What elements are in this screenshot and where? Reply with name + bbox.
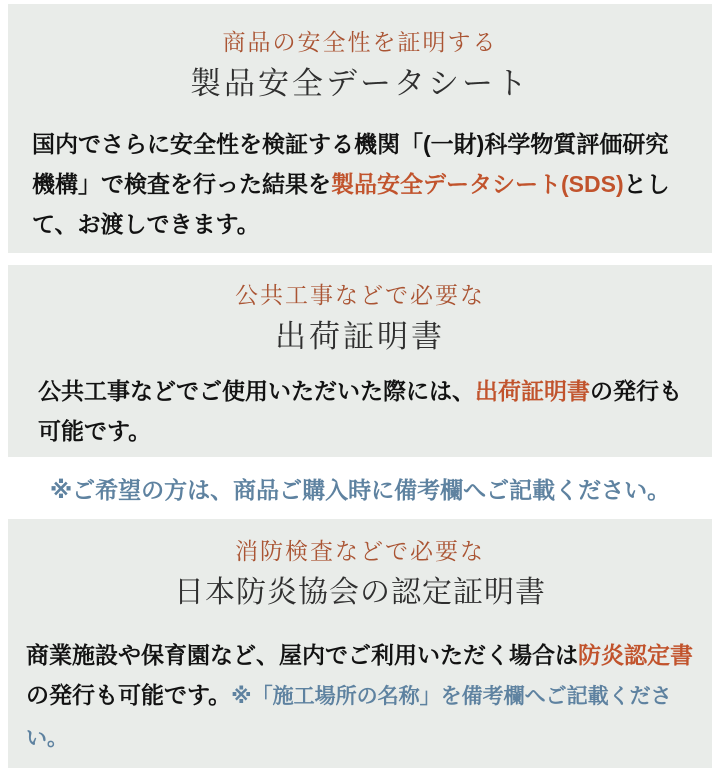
installation-site-note: ※「施工場所の名称」を備考欄へご記載ください。 [26, 685, 672, 750]
purchase-remarks-note: ※ご希望の方は、商品ご購入時に備考欄へご記載ください。 [0, 457, 720, 519]
section-subtitle: 消防検査などで必要な [235, 539, 485, 564]
section-title: 製品安全データシート [190, 66, 530, 101]
section-body [38, 371, 682, 451]
body-text: の発行も可能です。 [38, 378, 682, 444]
body-text: 国内でさらに安全性を検証する機関「(一財)科学物質評価研究機構」で検査を行った結果を [32, 131, 669, 197]
section-body [26, 635, 694, 759]
section-body [32, 124, 688, 244]
body-text: として、お渡しできます。 [32, 171, 670, 237]
body-text: 公共工事などでご使用いただいた際には、 [38, 378, 475, 404]
accent-shipping-certificate-text: 出荷証明書 [475, 378, 590, 404]
section-fireproof-certificate [8, 519, 712, 768]
section-safety-data-sheet [8, 4, 712, 253]
section-title: 出荷証明書 [275, 319, 445, 354]
product-certificates-page [0, 4, 720, 750]
section-subtitle: 商品の安全性を証明する [222, 30, 498, 55]
accent-fireproof-certificate-text: 防炎認定書 [578, 642, 693, 668]
body-text: の発行も可能です。 [26, 682, 232, 708]
accent-sds-text: 製品安全データシート(SDS) [331, 171, 624, 197]
section-subtitle: 公共工事などで必要な [235, 283, 485, 308]
section-shipping-certificate [8, 265, 712, 457]
body-text: 商業施設や保育園など、屋内でご利用いただく場合は [26, 642, 578, 668]
section-title: 日本防炎協会の認定証明書 [174, 576, 546, 609]
